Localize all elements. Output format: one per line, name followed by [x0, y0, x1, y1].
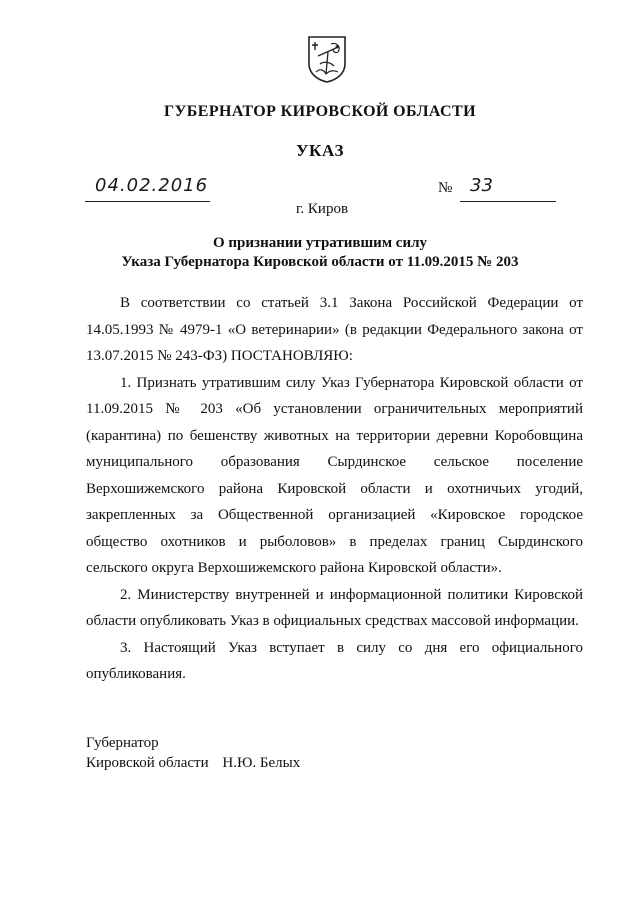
- coat-of-arms-icon: [306, 34, 348, 84]
- paragraph-1: 1. Признать утратившим силу Указ Губернатора Кировской области от 11.09.2015 № 203 «Об установлении ограничительных мероприятий (карантина) по бешенству животных на территории деревни Коробовщина муниципального образования Сырдинское сельское поселение Верхошижемского района Кировской области и охотничьих угодий, закрепленных за Общественной организацией «Кировское городское общество охотников и рыболовов» в пределах границ Сырдинского сельского округа Верхошижемского района Кировской области».: [86, 374, 583, 576]
- authority-heading: ГУБЕРНАТОР КИРОВСКОЙ ОБЛАСТИ: [164, 103, 476, 120]
- signer-position-line-2: Кировской области: [86, 755, 209, 771]
- paragraph-2: 2. Министерству внутренней и информационной политики Кировской области опубликовать Указ в официальных средствах массовой информации.: [86, 586, 583, 629]
- number-field: [460, 175, 556, 202]
- paragraph-preamble: В соответствии со статьей 3.1 Закона Российской Федерации от 14.05.1993 № 4979-1 «О ветеринарии» (в редакции Федерального закона от 13.07.2015 № 243-ФЗ) ПОСТАНОВЛЯЮ:: [86, 295, 583, 364]
- signer-line-2: [86, 753, 300, 773]
- decree-body: [86, 290, 583, 688]
- date-field: [85, 175, 210, 202]
- decree-date: 04.02.2016: [95, 175, 209, 196]
- title-line-1: О признании утратившим силу: [213, 235, 427, 251]
- decree-title: [0, 234, 640, 272]
- title-line-2: Указа Губернатора Кировской области от 11.09.2015 № 203: [121, 254, 519, 270]
- decree-number: 33: [470, 175, 493, 196]
- document-type: УКАЗ: [295, 141, 345, 160]
- signer-position-line-1: Губернатор: [86, 735, 159, 751]
- signature-block: [86, 733, 300, 773]
- paragraph-3: 3. Настоящий Указ вступает в силу со дня его официального опубликования.: [86, 639, 583, 682]
- signer-name: Н.Ю. Белых: [222, 755, 301, 771]
- city: г. Киров: [295, 201, 349, 217]
- number-label: №: [438, 180, 453, 196]
